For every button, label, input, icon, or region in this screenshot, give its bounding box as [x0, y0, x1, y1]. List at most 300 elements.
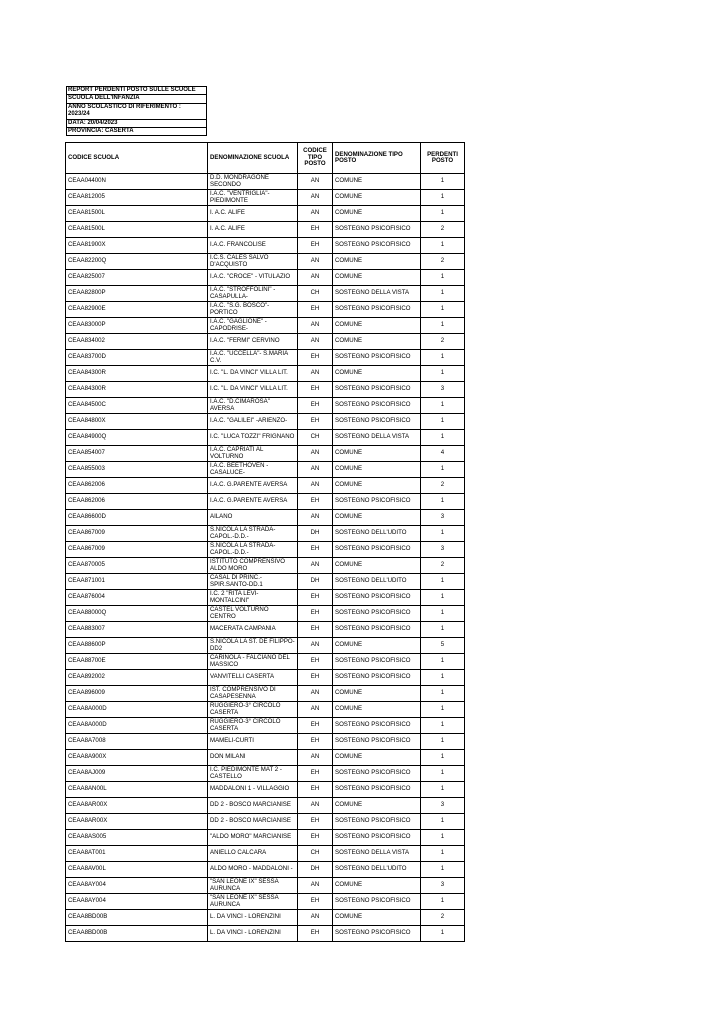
cell-codice-tipo-posto: EH [298, 542, 333, 558]
cell-codice-tipo-posto: CH [298, 846, 333, 862]
table-row [66, 622, 465, 638]
cell-codice-tipo-posto: EH [298, 830, 333, 846]
cell-perdenti-posto: 3 [421, 382, 465, 398]
cell-denominazione-tipo-posto: SOSTEGNO PSICOFISICO [333, 670, 421, 686]
cell-denominazione-scuola: "SAN LEONE IX" SESSA AURUNCA [208, 894, 298, 910]
cell-denominazione-scuola: I.A.C. "S.G. BOSCO"- PORTICO [208, 302, 298, 318]
table-row [66, 638, 465, 654]
cell-codice-tipo-posto: EH [298, 238, 333, 254]
cell-codice-scuola: CEAA8AS005 [66, 830, 208, 846]
cell-perdenti-posto: 2 [421, 558, 465, 574]
cell-denominazione-scuola: DON MILANI [208, 750, 298, 766]
cell-perdenti-posto: 1 [421, 462, 465, 478]
table-row [66, 286, 465, 302]
cell-denominazione-scuola: RUGGIERO-3° CIRCOLO CASERTA [208, 718, 298, 734]
cell-perdenti-posto: 1 [421, 414, 465, 430]
cell-perdenti-posto: 1 [421, 350, 465, 366]
cell-codice-tipo-posto: EH [298, 718, 333, 734]
cell-codice-scuola: CEAA876004 [66, 590, 208, 606]
cell-denominazione-tipo-posto: COMUNE [333, 558, 421, 574]
cell-denominazione-tipo-posto: SOSTEGNO PSICOFISICO [333, 222, 421, 238]
cell-codice-scuola: CEAA8A900X [66, 750, 208, 766]
cell-denominazione-scuola: CARINOLA - FALCIANO DEL MASSICO [208, 654, 298, 670]
cell-codice-tipo-posto: AN [298, 878, 333, 894]
school-year-value: 2023/24 [68, 111, 90, 118]
cell-perdenti-posto: 1 [421, 862, 465, 878]
cell-codice-scuola: CEAA862006 [66, 478, 208, 494]
cell-codice-scuola: CEAA855003 [66, 462, 208, 478]
cell-codice-tipo-posto: AN [298, 174, 333, 190]
cell-denominazione-scuola: I.A.C. "D.CIMAROSA" AVERSA [208, 398, 298, 414]
cell-denominazione-scuola: I.A.C. "VENTRIGLIA"-PIEDIMONTE [208, 190, 298, 206]
cell-codice-scuola: CEAA8AN00L [66, 782, 208, 798]
cell-denominazione-tipo-posto: COMUNE [333, 334, 421, 350]
table-row [66, 926, 465, 942]
cell-perdenti-posto: 1 [421, 846, 465, 862]
cell-perdenti-posto: 2 [421, 478, 465, 494]
cell-denominazione-scuola: RUGGIERO-3° CIRCOLO CASERTA [208, 702, 298, 718]
cell-denominazione-scuola: I.A.C. CAPRIATI AL VOLTURNO [208, 446, 298, 462]
cell-denominazione-scuola: AILANO [208, 510, 298, 526]
cell-codice-scuola: CEAA81900X [66, 238, 208, 254]
cell-codice-tipo-posto: AN [298, 750, 333, 766]
cell-denominazione-tipo-posto: SOSTEGNO DELL'UDITO [333, 574, 421, 590]
cell-perdenti-posto: 1 [421, 590, 465, 606]
cell-codice-scuola: CEAA82900E [66, 302, 208, 318]
cell-denominazione-scuola: I.A.C. "FERMI" CERVINO [208, 334, 298, 350]
cell-codice-scuola: CEAA883007 [66, 622, 208, 638]
cell-perdenti-posto: 1 [421, 270, 465, 286]
table-row [66, 654, 465, 670]
cell-codice-scuola: CEAA892002 [66, 670, 208, 686]
cell-denominazione-tipo-posto: SOSTEGNO PSICOFISICO [333, 718, 421, 734]
cell-codice-tipo-posto: EH [298, 398, 333, 414]
cell-denominazione-tipo-posto: COMUNE [333, 254, 421, 270]
cell-codice-tipo-posto: EH [298, 302, 333, 318]
cell-denominazione-scuola: I.A.C. BEETHOVEN - CASALUCE- [208, 462, 298, 478]
table-row [66, 878, 465, 894]
cell-denominazione-scuola: "SAN LEONE IX" SESSA AURUNCA [208, 878, 298, 894]
cell-codice-scuola: CEAA870005 [66, 558, 208, 574]
cell-codice-scuola: CEAA84300R [66, 366, 208, 382]
cell-codice-tipo-posto: AN [298, 334, 333, 350]
cell-codice-scuola: CEAA8AY004 [66, 878, 208, 894]
cell-codice-tipo-posto: DH [298, 574, 333, 590]
cell-perdenti-posto: 1 [421, 622, 465, 638]
cell-codice-scuola: CEAA04400N [66, 174, 208, 190]
table-row [66, 366, 465, 382]
cell-denominazione-scuola: I.C. 2 "RITA LEVI-MONTALCINI" [208, 590, 298, 606]
table-row [66, 846, 465, 862]
cell-denominazione-tipo-posto: SOSTEGNO PSICOFISICO [333, 350, 421, 366]
cell-perdenti-posto: 1 [421, 814, 465, 830]
cell-denominazione-tipo-posto: COMUNE [333, 702, 421, 718]
cell-codice-scuola: CEAA84300R [66, 382, 208, 398]
table-row [66, 574, 465, 590]
cell-denominazione-tipo-posto: COMUNE [333, 270, 421, 286]
cell-codice-tipo-posto: AN [298, 254, 333, 270]
table-row [66, 670, 465, 686]
cell-denominazione-scuola: I.A.C. "CROCE" - VITULAZIO [208, 270, 298, 286]
cell-denominazione-scuola: DD 2 - BOSCO MARCIANISE [208, 814, 298, 830]
table-row [66, 526, 465, 542]
cell-codice-scuola: CEAA834002 [66, 334, 208, 350]
cell-codice-scuola: CEAA82200Q [66, 254, 208, 270]
cell-denominazione-tipo-posto: SOSTEGNO DELL'UDITO [333, 526, 421, 542]
cell-codice-tipo-posto: AN [298, 686, 333, 702]
cell-codice-tipo-posto: AN [298, 478, 333, 494]
cell-codice-tipo-posto: AN [298, 446, 333, 462]
cell-denominazione-tipo-posto: SOSTEGNO PSICOFISICO [333, 238, 421, 254]
cell-denominazione-tipo-posto: COMUNE [333, 190, 421, 206]
cell-codice-tipo-posto: AN [298, 798, 333, 814]
table-row [66, 558, 465, 574]
cell-denominazione-scuola: VANVITELLI CASERTA [208, 670, 298, 686]
cell-denominazione-tipo-posto: COMUNE [333, 478, 421, 494]
cell-perdenti-posto: 1 [421, 830, 465, 846]
cell-codice-tipo-posto: EH [298, 382, 333, 398]
cell-perdenti-posto: 3 [421, 798, 465, 814]
cell-perdenti-posto: 2 [421, 222, 465, 238]
table-row [66, 750, 465, 766]
cell-codice-tipo-posto: DH [298, 526, 333, 542]
cell-codice-scuola: CEAA8AR00X [66, 798, 208, 814]
table-row [66, 910, 465, 926]
cell-denominazione-tipo-posto: SOSTEGNO PSICOFISICO [333, 830, 421, 846]
cell-codice-tipo-posto: AN [298, 462, 333, 478]
table-row [66, 814, 465, 830]
cell-codice-scuola: CEAA83000P [66, 318, 208, 334]
cell-denominazione-scuola: CASTEL VOLTURNO CENTRO [208, 606, 298, 622]
cell-denominazione-tipo-posto: SOSTEGNO PSICOFISICO [333, 734, 421, 750]
header-denominazione-scuola: DENOMINAZIONE SCUOLA [208, 143, 298, 174]
cell-denominazione-tipo-posto: COMUNE [333, 462, 421, 478]
cell-denominazione-scuola: I.A.C. "STROFFOLINI" - CASAPULLA- [208, 286, 298, 302]
cell-denominazione-scuola: I.C. "LUCA TOZZI" FRIGNANO [208, 430, 298, 446]
cell-perdenti-posto: 1 [421, 526, 465, 542]
cell-denominazione-scuola: "ALDO MORO" MARCIANISE [208, 830, 298, 846]
perdenti-table [65, 142, 465, 942]
table-row [66, 782, 465, 798]
cell-perdenti-posto: 1 [421, 286, 465, 302]
table-row [66, 462, 465, 478]
cell-denominazione-scuola: CASAL DI PRINC.-SPIR.SANTO-DD.1 [208, 574, 298, 590]
cell-perdenti-posto: 1 [421, 238, 465, 254]
table-header-row [66, 143, 465, 174]
school-level: SCUOLA DELL'INFANZIA [67, 95, 207, 103]
cell-codice-scuola: CEAA84500C [66, 398, 208, 414]
cell-denominazione-tipo-posto: SOSTEGNO DELL'UDITO [333, 862, 421, 878]
cell-codice-tipo-posto: AN [298, 558, 333, 574]
cell-codice-scuola: CEAA83700D [66, 350, 208, 366]
cell-codice-scuola: CEAA81500L [66, 206, 208, 222]
cell-codice-scuola: CEAA88700E [66, 654, 208, 670]
cell-codice-scuola: CEAA82800P [66, 286, 208, 302]
cell-perdenti-posto: 1 [421, 190, 465, 206]
cell-codice-scuola: CEAA8AV00L [66, 862, 208, 878]
cell-denominazione-scuola: I. A.C. ALIFE [208, 222, 298, 238]
header-perdenti-posto: PERDENTI POSTO [421, 143, 465, 174]
cell-denominazione-scuola: I.C. "L. DA VINCI" VILLA LIT. [208, 366, 298, 382]
cell-codice-tipo-posto: EH [298, 622, 333, 638]
cell-codice-scuola: CEAA86600D [66, 510, 208, 526]
cell-codice-tipo-posto: AN [298, 270, 333, 286]
cell-denominazione-tipo-posto: COMUNE [333, 446, 421, 462]
cell-denominazione-scuola: S.NICOLA LA STRADA-CAPOL.-D.D.- [208, 526, 298, 542]
cell-denominazione-tipo-posto: SOSTEGNO PSICOFISICO [333, 590, 421, 606]
table-row [66, 238, 465, 254]
cell-perdenti-posto: 1 [421, 766, 465, 782]
cell-perdenti-posto: 1 [421, 718, 465, 734]
cell-denominazione-tipo-posto: SOSTEGNO PSICOFISICO [333, 782, 421, 798]
cell-perdenti-posto: 1 [421, 686, 465, 702]
cell-perdenti-posto: 1 [421, 366, 465, 382]
cell-denominazione-scuola: ISTITUTO COMPRENSIVO ALDO MORO [208, 558, 298, 574]
cell-perdenti-posto: 4 [421, 446, 465, 462]
cell-denominazione-scuola: I.C.S. CALES SALVO D'ACQUISTO [208, 254, 298, 270]
header-denominazione-tipo-posto: DENOMINAZIONE TIPO POSTO [333, 143, 421, 174]
table-row [66, 894, 465, 910]
cell-codice-tipo-posto: AN [298, 366, 333, 382]
cell-denominazione-tipo-posto: COMUNE [333, 750, 421, 766]
cell-perdenti-posto: 1 [421, 206, 465, 222]
cell-codice-scuola: CEAA8BD00B [66, 910, 208, 926]
cell-codice-tipo-posto: CH [298, 430, 333, 446]
cell-perdenti-posto: 1 [421, 750, 465, 766]
cell-denominazione-scuola: D.D. MONDRAGONE SECONDO [208, 174, 298, 190]
cell-codice-scuola: CEAA896009 [66, 686, 208, 702]
cell-denominazione-tipo-posto: SOSTEGNO DELLA VISTA [333, 846, 421, 862]
table-row [66, 414, 465, 430]
cell-perdenti-posto: 5 [421, 638, 465, 654]
cell-perdenti-posto: 1 [421, 670, 465, 686]
cell-codice-scuola: CEAA867009 [66, 526, 208, 542]
cell-perdenti-posto: 3 [421, 510, 465, 526]
table-row [66, 382, 465, 398]
cell-denominazione-scuola: MAMELI-CURTI [208, 734, 298, 750]
cell-perdenti-posto: 1 [421, 926, 465, 942]
table-row [66, 446, 465, 462]
cell-denominazione-tipo-posto: SOSTEGNO PSICOFISICO [333, 622, 421, 638]
cell-denominazione-tipo-posto: SOSTEGNO PSICOFISICO [333, 654, 421, 670]
cell-codice-scuola: CEAA8BD00B [66, 926, 208, 942]
cell-codice-tipo-posto: AN [298, 638, 333, 654]
cell-denominazione-tipo-posto: COMUNE [333, 638, 421, 654]
report-title: REPORT PERDENTI POSTO SULLE SCUOLE [67, 87, 207, 95]
cell-codice-scuola: CEAA8AJ009 [66, 766, 208, 782]
cell-denominazione-tipo-posto: SOSTEGNO PSICOFISICO [333, 894, 421, 910]
cell-codice-tipo-posto: EH [298, 894, 333, 910]
table-row [66, 766, 465, 782]
table-row [66, 494, 465, 510]
cell-codice-tipo-posto: EH [298, 414, 333, 430]
cell-denominazione-tipo-posto: SOSTEGNO DELLA VISTA [333, 430, 421, 446]
table-row [66, 862, 465, 878]
cell-perdenti-posto: 2 [421, 910, 465, 926]
cell-denominazione-tipo-posto: COMUNE [333, 206, 421, 222]
cell-codice-scuola: CEAA88600P [66, 638, 208, 654]
cell-codice-scuola: CEAA812005 [66, 190, 208, 206]
cell-codice-tipo-posto: EH [298, 654, 333, 670]
cell-denominazione-tipo-posto: COMUNE [333, 510, 421, 526]
school-year-label: ANNO SCOLASTICO DI RIFERIMENTO : [68, 103, 181, 110]
table-row [66, 222, 465, 238]
cell-codice-scuola: CEAA8AT001 [66, 846, 208, 862]
cell-codice-scuola: CEAA8A7008 [66, 734, 208, 750]
cell-codice-tipo-posto: AN [298, 190, 333, 206]
table-row [66, 270, 465, 286]
table-row [66, 590, 465, 606]
cell-codice-tipo-posto: EH [298, 222, 333, 238]
cell-denominazione-scuola: I.A.C. G.PARENTE AVERSA [208, 478, 298, 494]
cell-codice-tipo-posto: EH [298, 734, 333, 750]
report-header [66, 86, 207, 136]
cell-denominazione-tipo-posto: COMUNE [333, 686, 421, 702]
cell-denominazione-scuola: IST. COMPRENSIVO DI CASAPESENNA [208, 686, 298, 702]
table-row [66, 478, 465, 494]
cell-codice-tipo-posto: EH [298, 670, 333, 686]
table-row [66, 798, 465, 814]
cell-perdenti-posto: 1 [421, 174, 465, 190]
cell-denominazione-tipo-posto: COMUNE [333, 318, 421, 334]
cell-perdenti-posto: 1 [421, 654, 465, 670]
table-row [66, 206, 465, 222]
table-row [66, 302, 465, 318]
report-province: PROVINCIA: CASERTA [67, 128, 207, 136]
cell-denominazione-scuola: I.C. "L. DA VINCI" VILLA LIT. [208, 382, 298, 398]
cell-perdenti-posto: 1 [421, 318, 465, 334]
cell-codice-tipo-posto: AN [298, 702, 333, 718]
cell-denominazione-scuola: ALDO MORO - MADDALONI - [208, 862, 298, 878]
cell-perdenti-posto: 1 [421, 606, 465, 622]
cell-codice-tipo-posto: EH [298, 926, 333, 942]
cell-denominazione-tipo-posto: SOSTEGNO PSICOFISICO [333, 414, 421, 430]
cell-perdenti-posto: 2 [421, 254, 465, 270]
cell-codice-scuola: CEAA854007 [66, 446, 208, 462]
cell-denominazione-tipo-posto: SOSTEGNO PSICOFISICO [333, 926, 421, 942]
cell-codice-scuola: CEAA867009 [66, 542, 208, 558]
cell-denominazione-scuola: L. DA VINCI - LORENZINI [208, 926, 298, 942]
table-row [66, 702, 465, 718]
table-row [66, 606, 465, 622]
cell-denominazione-scuola: I.A.C. "GAGLIONE" - CAPODRISE- [208, 318, 298, 334]
header-codice-scuola: CODICE SCUOLA [66, 143, 208, 174]
cell-denominazione-tipo-posto: SOSTEGNO PSICOFISICO [333, 766, 421, 782]
table-row [66, 334, 465, 350]
cell-codice-scuola: CEAA862006 [66, 494, 208, 510]
cell-denominazione-tipo-posto: SOSTEGNO PSICOFISICO [333, 382, 421, 398]
table-row [66, 686, 465, 702]
table-row [66, 542, 465, 558]
cell-perdenti-posto: 3 [421, 878, 465, 894]
cell-codice-tipo-posto: EH [298, 590, 333, 606]
table-row [66, 718, 465, 734]
table-row [66, 318, 465, 334]
cell-perdenti-posto: 1 [421, 894, 465, 910]
cell-perdenti-posto: 1 [421, 702, 465, 718]
cell-denominazione-tipo-posto: COMUNE [333, 878, 421, 894]
cell-codice-tipo-posto: EH [298, 494, 333, 510]
cell-codice-scuola: CEAA88000Q [66, 606, 208, 622]
cell-codice-scuola: CEAA84900Q [66, 430, 208, 446]
cell-denominazione-tipo-posto: SOSTEGNO PSICOFISICO [333, 542, 421, 558]
table-row [66, 430, 465, 446]
cell-denominazione-tipo-posto: SOSTEGNO PSICOFISICO [333, 606, 421, 622]
cell-codice-scuola: CEAA8AY004 [66, 894, 208, 910]
table-row [66, 174, 465, 190]
cell-denominazione-scuola: S.NICOLA LA ST. DE FILIPPO-DD2 [208, 638, 298, 654]
cell-denominazione-tipo-posto: COMUNE [333, 366, 421, 382]
cell-denominazione-tipo-posto: COMUNE [333, 798, 421, 814]
cell-denominazione-scuola: MACERATA CAMPANIA [208, 622, 298, 638]
cell-denominazione-scuola: I.A.C. "GALILEI" -ARIENZO- [208, 414, 298, 430]
cell-denominazione-tipo-posto: SOSTEGNO PSICOFISICO [333, 814, 421, 830]
table-row [66, 510, 465, 526]
cell-codice-tipo-posto: EH [298, 782, 333, 798]
cell-codice-tipo-posto: EH [298, 766, 333, 782]
cell-perdenti-posto: 1 [421, 734, 465, 750]
cell-denominazione-tipo-posto: SOSTEGNO DELLA VISTA [333, 286, 421, 302]
cell-codice-scuola: CEAA81500L [66, 222, 208, 238]
cell-denominazione-scuola: I.A.C. G.PARENTE AVERSA [208, 494, 298, 510]
cell-denominazione-scuola: I.A.C. "UCCELLA"- S.MARIA C.V. [208, 350, 298, 366]
cell-denominazione-scuola: I. A.C. ALIFE [208, 206, 298, 222]
table-body [66, 174, 465, 942]
cell-denominazione-scuola: I.A.C. FRANCOLISE [208, 238, 298, 254]
cell-perdenti-posto: 1 [421, 398, 465, 414]
cell-denominazione-tipo-posto: SOSTEGNO PSICOFISICO [333, 398, 421, 414]
cell-codice-tipo-posto: EH [298, 606, 333, 622]
cell-codice-tipo-posto: DH [298, 862, 333, 878]
cell-denominazione-tipo-posto: SOSTEGNO PSICOFISICO [333, 302, 421, 318]
cell-denominazione-scuola: ANIELLO CALCARA [208, 846, 298, 862]
header-codice-tipo-posto: CODICE TIPO POSTO [298, 143, 333, 174]
table-row [66, 398, 465, 414]
cell-codice-tipo-posto: AN [298, 318, 333, 334]
cell-codice-tipo-posto: EH [298, 350, 333, 366]
report-date: DATA: 20/04/2023 [67, 119, 207, 127]
cell-denominazione-scuola: I.C. PIEDIMONTE MAT 2 - CASTELLO [208, 766, 298, 782]
cell-codice-scuola: CEAA8AR00X [66, 814, 208, 830]
cell-codice-tipo-posto: EH [298, 814, 333, 830]
cell-codice-scuola: CEAA871001 [66, 574, 208, 590]
cell-denominazione-scuola: MADDALONI 1 - VILLAGGIO [208, 782, 298, 798]
cell-codice-tipo-posto: AN [298, 510, 333, 526]
table-row [66, 254, 465, 270]
cell-perdenti-posto: 2 [421, 334, 465, 350]
cell-codice-scuola: CEAA8A000D [66, 718, 208, 734]
school-year [67, 103, 207, 119]
cell-perdenti-posto: 3 [421, 542, 465, 558]
cell-denominazione-scuola: L. DA VINCI - LORENZINI [208, 910, 298, 926]
cell-codice-tipo-posto: CH [298, 286, 333, 302]
cell-perdenti-posto: 1 [421, 302, 465, 318]
cell-codice-tipo-posto: AN [298, 206, 333, 222]
table-row [66, 350, 465, 366]
cell-perdenti-posto: 1 [421, 494, 465, 510]
cell-perdenti-posto: 1 [421, 430, 465, 446]
cell-codice-scuola: CEAA8A000D [66, 702, 208, 718]
cell-codice-tipo-posto: AN [298, 910, 333, 926]
cell-perdenti-posto: 1 [421, 574, 465, 590]
table-row [66, 830, 465, 846]
cell-perdenti-posto: 1 [421, 782, 465, 798]
cell-denominazione-tipo-posto: SOSTEGNO PSICOFISICO [333, 494, 421, 510]
table-row [66, 190, 465, 206]
cell-codice-scuola: CEAA84800X [66, 414, 208, 430]
table-row [66, 734, 465, 750]
cell-codice-scuola: CEAA825007 [66, 270, 208, 286]
